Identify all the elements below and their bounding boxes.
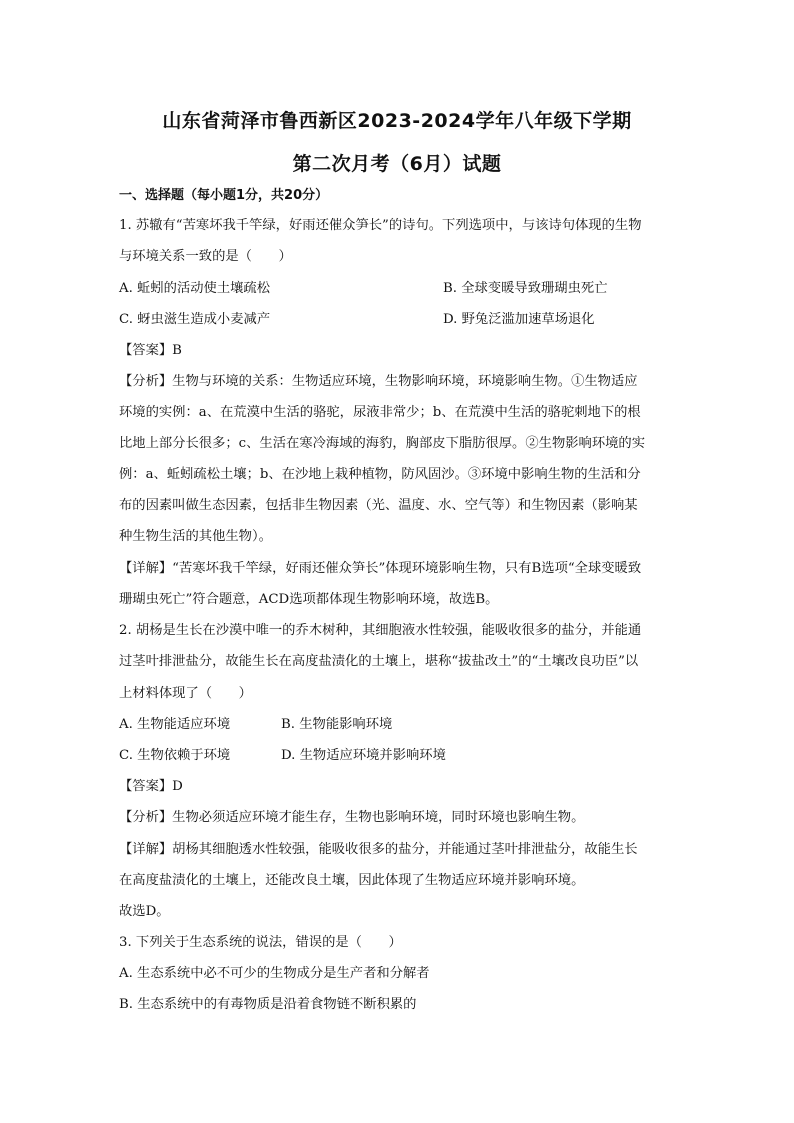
q2-option-d: D. 生物适应环境并影响环境 (281, 748, 446, 763)
q2-stem-line2: 过茎叶排泄盐分，故能生长在高度盐渍化的土壤上，堪称“拔盐改土”的“土壤改良功臣”以 (119, 654, 639, 669)
q1-detail-line2: 珊瑚虫死亡”符合题意，ACD选项都体现生物影响环境，故选B。 (119, 592, 499, 607)
q2-option-b: B. 生物能影响环境 (281, 717, 393, 732)
q1-stem-line2: 与环境关系一致的是（ ） (119, 249, 292, 264)
exam-title-line1: 山东省菏泽市鲁西新区2023-2024学年八年级下学期 (162, 110, 632, 132)
q1-option-a: A. 蚯蚓的活动使土壤疏松 (119, 281, 271, 296)
q1-analysis-line4: 例：a、蚯蚓疏松土壤；b、在沙地上栽种植物，防风固沙。③环境中影响生物的生活和分 (119, 467, 641, 482)
q1-detail-line1: 【详解】“苦寒坏我千竿绿，好雨还催众笋长”体现环境影响生物，只有B选项“全球变暖致 (119, 561, 642, 576)
q1-stem-line1: 1. 苏辙有“苦寒坏我千竿绿，好雨还催众笋长”的诗句。下列选项中，与该诗句体现的生物 (119, 218, 642, 233)
q1-analysis-line6: 种生物生活的其他生物）。 (119, 529, 272, 544)
exam-title-line2: 第二次月考（6月）试题 (292, 153, 502, 175)
q3-stem-line1: 3. 下列关于生态系统的说法，错误的是（ ） (119, 935, 402, 950)
q3-option-b: B. 生态系统中的有毒物质是沿着食物链不断积累的 (119, 997, 417, 1012)
q2-answer: 【答案】D (119, 779, 183, 794)
q3-option-a: A. 生态系统中必不可少的生物成分是生产者和分解者 (119, 966, 430, 981)
q1-analysis-line3: 比地上部分长很多；c、生活在寒冷海域的海豹，胸部皮下脂肪很厚。②生物影响环境的实 (119, 436, 646, 451)
q2-conclusion: 故选D。 (119, 904, 170, 919)
q2-stem-line3: 上材料体现了（ ） (119, 686, 252, 701)
q2-option-c: C. 生物依赖于环境 (119, 748, 231, 763)
q1-analysis-line5: 布的因素叫做生态因素，包括非生物因素（光、温度、水、空气等）和生物因素（影响某 (119, 498, 638, 513)
q2-analysis-line1: 【分析】生物必须适应环境才能生存，生物也影响环境，同时环境也影响生物。 (119, 810, 585, 825)
q2-stem-line1: 2. 胡杨是生长在沙漠中唯一的乔木树种，其细胞液水性较强，能吸收很多的盐分，并能通 (119, 623, 642, 638)
q1-analysis-line1: 【分析】生物与环境的关系：生物适应环境，生物影响环境，环境影响生物。①生物适应 (119, 374, 638, 389)
section-heading: 一、选择题（每小题1分，共20分） (119, 188, 329, 203)
q1-answer: 【答案】B (119, 343, 182, 358)
q2-detail-line1: 【详解】胡杨其细胞透水性较强，能吸收很多的盐分，并能通过茎叶排泄盐分，故能生长 (119, 842, 638, 857)
q2-detail-line2: 在高度盐渍化的土壤上，还能改良土壤，因此体现了生物适应环境并影响环境。 (119, 873, 585, 888)
q2-option-a: A. 生物能适应环境 (119, 717, 231, 732)
q1-analysis-line2: 环境的实例：a、在荒漠中生活的骆驼，尿液非常少；b、在荒漠中生活的骆驼刺地下的根 (119, 405, 641, 420)
q1-option-b: B. 全球变暖导致珊瑚虫死亡 (443, 281, 608, 296)
q1-option-d: D. 野兔泛滥加速草场退化 (443, 312, 595, 327)
q1-option-c: C. 蚜虫滋生造成小麦减产 (119, 312, 271, 327)
